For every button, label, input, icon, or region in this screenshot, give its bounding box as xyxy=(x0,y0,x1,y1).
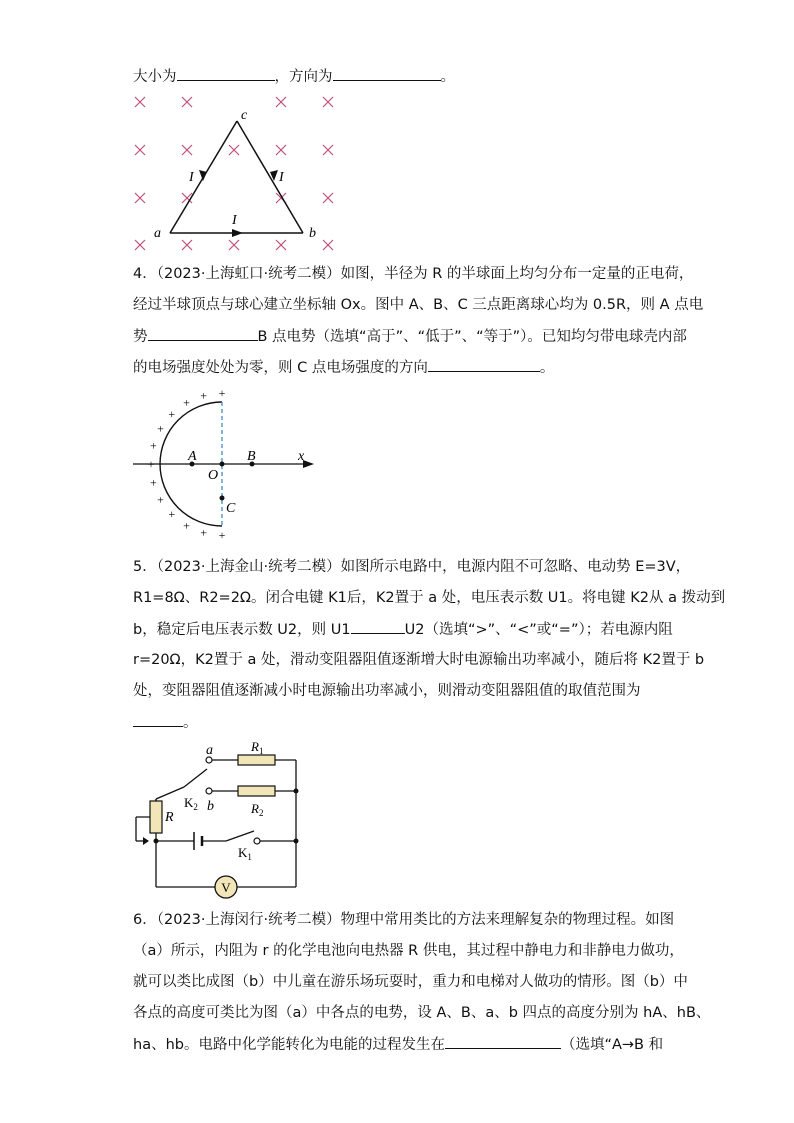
field-cross-icon xyxy=(135,193,145,203)
field-cross-icon xyxy=(229,145,239,155)
hemisphere-figure xyxy=(130,386,320,542)
plus-charge: + xyxy=(218,386,226,400)
field-cross-icon xyxy=(323,145,333,155)
plus-charge: + xyxy=(183,395,190,410)
current-arrow-left xyxy=(199,170,207,181)
answer-line-magnitude-direction: 大小为 ，方向为 。 xyxy=(133,66,455,87)
q6-line-2: （a）所示，内阻为 r 的化学电池向电热器 R 供电，其过程中静电力和非静电力做功， xyxy=(133,943,684,959)
field-cross-icon xyxy=(229,240,239,250)
label-O: O xyxy=(208,468,219,483)
field-cross-icon xyxy=(182,145,192,155)
current-label-bottom: I xyxy=(232,213,237,228)
plus-charge: + xyxy=(157,421,164,436)
field-cross-icon xyxy=(323,97,333,107)
current-arrow-bottom xyxy=(232,229,243,237)
x-axis-arrow xyxy=(303,460,314,468)
answer-blank[interactable] xyxy=(148,326,258,341)
plus-charge: + xyxy=(200,525,207,540)
q5-line-1: 5．（2023·上海金山·统考二模）如图所示电路中，电源内阻不可忽略、电动势 E=3V， xyxy=(133,559,691,575)
label-A: A xyxy=(188,449,197,464)
answer-blank[interactable] xyxy=(333,66,441,81)
answer-blank[interactable] xyxy=(133,712,183,727)
vertex-label-c: c xyxy=(241,108,248,123)
plus-charge: + xyxy=(168,507,176,522)
voltmeter-label: V xyxy=(221,880,231,895)
q5-line-3: b，稳定后电压表示数 U2，则 U1 U2（选填“>”、“<”或“=”）；若电源内阻 xyxy=(133,619,673,640)
q4-line-3: 势 B 点电势（选填“高于”、“低于”、“等于”）。已知均匀带电球壳内部 xyxy=(133,326,687,347)
q6-line-4: 各点的高度可类比为图（a）中各点的电势，设 A、B、a、b 四点的高度分别为 hA、hB、 xyxy=(133,1005,711,1021)
label-R2: $R_2$ xyxy=(251,801,264,818)
answer-blank[interactable] xyxy=(351,619,405,634)
field-cross-icon xyxy=(276,145,286,155)
plus-charge: + xyxy=(168,406,176,421)
plus-charge: + xyxy=(183,518,190,533)
resistor-R2 xyxy=(238,786,275,796)
triangle-loop-figure xyxy=(130,92,350,254)
resistor-R1 xyxy=(238,755,275,765)
circuit-figure xyxy=(128,735,308,895)
plus-charge: + xyxy=(218,528,226,542)
field-cross-icon xyxy=(182,97,192,107)
triangle-side-cb xyxy=(237,121,303,233)
q6-line-1: 6．（2023·上海闵行·统考二模）物理中常用类比的方法来理解复杂的物理过程。如图 xyxy=(133,912,675,928)
q5-line-4: r=20Ω，K2置于 a 处，滑动变阻器阻值逐渐增大时电源输出功率减小，随后将 K2置于 b xyxy=(133,652,705,668)
label-a: a xyxy=(206,743,213,758)
field-cross-icon xyxy=(135,145,145,155)
label-K1: $K_1$ xyxy=(238,845,252,862)
field-cross-icon xyxy=(182,240,192,250)
answer-blank[interactable] xyxy=(445,1034,561,1049)
field-cross-icon xyxy=(323,240,333,250)
field-cross-icon xyxy=(135,97,145,107)
q5-line-2: R1=8Ω、R2=2Ω。闭合电键 K1后，K2置于 a 处，电压表示数 U1。将电键 K2从 a 拨动到 xyxy=(133,590,726,606)
point-C xyxy=(220,496,225,501)
plus-charge: + xyxy=(200,388,207,403)
contact-b xyxy=(206,788,212,794)
label-K2: $K_2$ xyxy=(184,795,198,812)
rheostat-R xyxy=(150,801,162,833)
plus-charge: + xyxy=(150,475,157,490)
plus-charge: + xyxy=(157,492,164,507)
current-label-left: I xyxy=(189,170,194,185)
vertex-label-a: a xyxy=(154,226,161,241)
vertex-label-b: b xyxy=(309,226,316,241)
field-cross-icon xyxy=(323,193,333,203)
label-R: R xyxy=(165,810,174,825)
field-cross-icon xyxy=(135,240,145,250)
answer-blank[interactable] xyxy=(177,66,275,81)
label-R1: $R_1$ xyxy=(251,739,264,756)
q6-line-3: 就可以类比成图（b）中儿童在游乐场玩耍时，重力和电梯对人做功的情形。图（b）中 xyxy=(133,974,688,990)
label-b: b xyxy=(207,799,214,814)
plus-charge: + xyxy=(150,438,157,453)
point-O xyxy=(220,462,225,467)
rheostat-slider-arrow xyxy=(143,837,149,845)
q4-line-2: 经过半球顶点与球心建立坐标轴 Ox。图中 A、B、C 三点距离球心均为 0.5R，则 A 点电 xyxy=(133,297,704,313)
q6-line-5: ha、hb。电路中化学能转化为电能的过程发生在 （选填“A→B 和 xyxy=(133,1034,663,1055)
field-cross-icon xyxy=(276,97,286,107)
q5-line-6: 。 xyxy=(133,712,198,733)
q5-line-5: 处，变阻器阻值逐渐减小时电源输出功率减小，则滑动变阻器阻值的取值范围为 xyxy=(133,683,641,699)
switch-K1-contact xyxy=(254,838,260,844)
plus-charge: + xyxy=(147,457,155,471)
answer-blank[interactable] xyxy=(428,357,540,372)
label-B: B xyxy=(247,449,256,464)
q4-line-1: 4．（2023·上海虹口·统考二模）如图，半径为 R 的半球面上均匀分布一定量的正电荷， xyxy=(133,266,694,282)
field-cross-icon xyxy=(276,240,286,250)
label-C: C xyxy=(226,501,236,516)
label-x: x xyxy=(298,449,305,464)
current-label-right: I xyxy=(279,170,284,185)
q4-line-4: 的电场强度处处为零，则 C 点电场强度的方向 。 xyxy=(133,357,554,378)
